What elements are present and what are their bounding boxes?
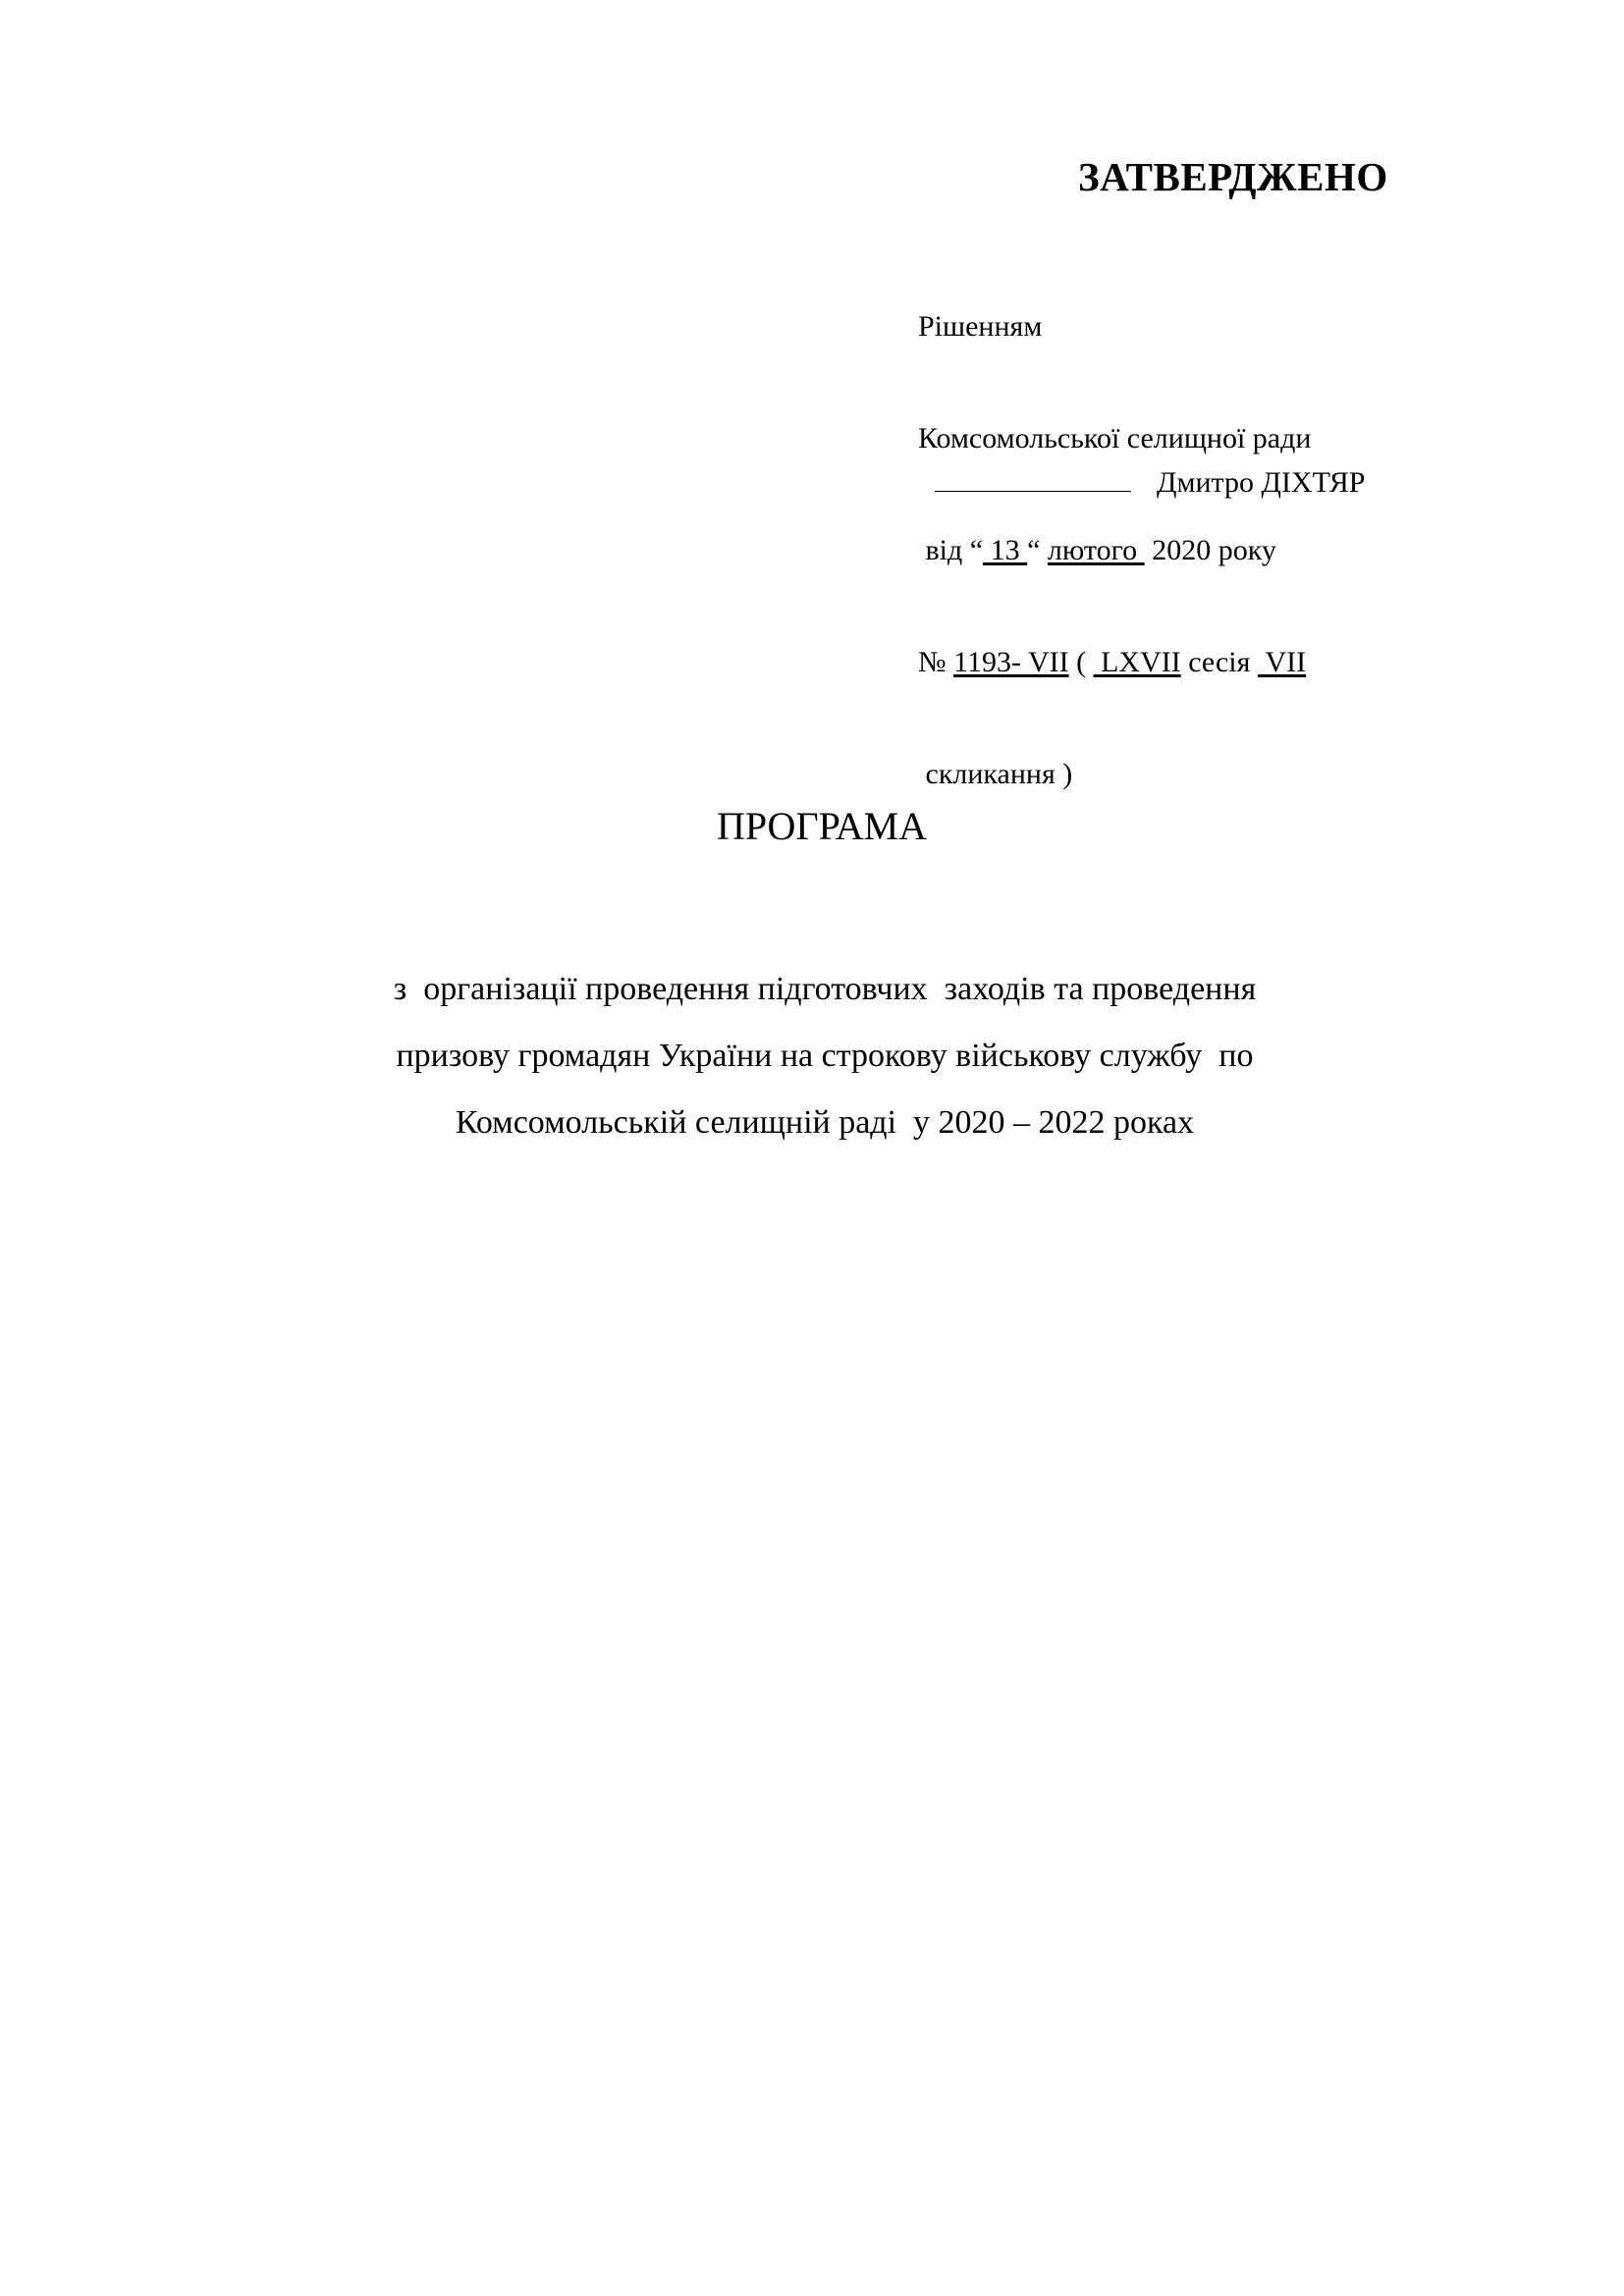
approval-line-council: Комсомольської селищної ради bbox=[918, 422, 1312, 454]
signature-block bbox=[935, 461, 1365, 500]
signature-line bbox=[935, 461, 1131, 492]
session-number: LXVII bbox=[1093, 646, 1181, 678]
document-subtitle bbox=[255, 956, 1394, 1156]
subtitle-line-2: призову громадян України на строкову військову службу по bbox=[396, 1038, 1254, 1074]
approval-line-convocation: скликання ) bbox=[918, 758, 1073, 790]
date-prefix: від “ bbox=[918, 534, 984, 566]
approval-line-number bbox=[918, 644, 1311, 681]
approved-heading: ЗАТВЕРДЖЕНО bbox=[1078, 154, 1388, 199]
approval-block bbox=[918, 234, 1311, 868]
decision-number: 1193- VII bbox=[953, 646, 1069, 678]
approval-line-decision: Рішенням bbox=[918, 310, 1043, 343]
date-day: 13 bbox=[983, 534, 1028, 566]
date-month: лютого bbox=[1047, 534, 1145, 566]
session-label: сесія bbox=[1180, 646, 1258, 678]
document-title: ПРОГРАМА bbox=[716, 804, 928, 848]
signatory-name: Дмитро ДІХТЯР bbox=[1157, 466, 1366, 499]
number-mid: ( bbox=[1068, 646, 1094, 678]
approval-line-date bbox=[918, 532, 1311, 569]
subtitle-line-1: з організації проведення підготовчих заходів та проведення bbox=[393, 971, 1257, 1007]
date-mid: “ bbox=[1027, 534, 1048, 566]
number-prefix: № bbox=[918, 646, 954, 678]
subtitle-line-3: Комсомольській селищній раді у 2020 – 2022 роках bbox=[455, 1104, 1195, 1141]
date-year: 2020 року bbox=[1144, 534, 1276, 566]
convocation-number: VII bbox=[1257, 646, 1307, 678]
